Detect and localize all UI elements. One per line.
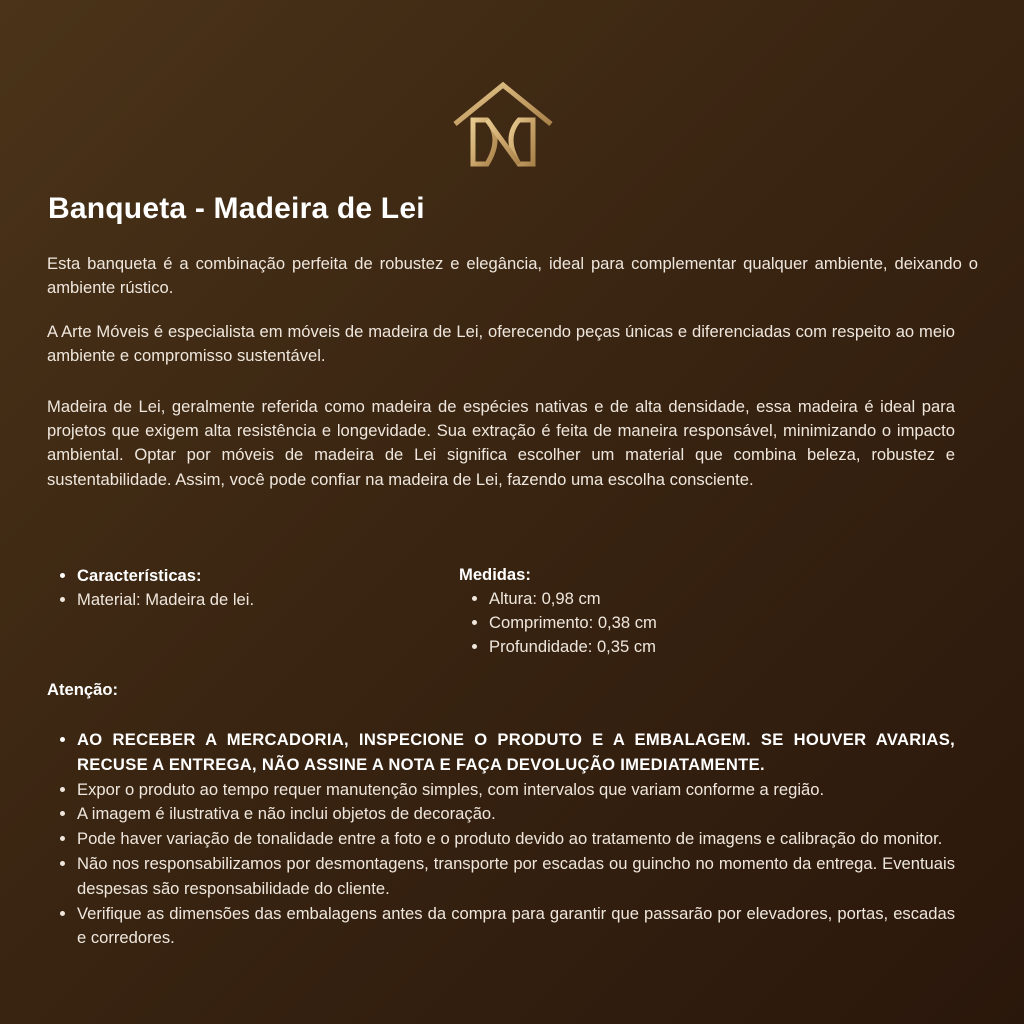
medidas-list	[459, 587, 859, 659]
atencao-section	[47, 728, 955, 951]
atencao-heading: Atenção:	[47, 680, 118, 699]
medidas-heading: Medidas:	[459, 565, 531, 584]
list-item: • A imagem é ilustrativa e não inclui objetos de decoração.	[77, 802, 955, 827]
list-item: • Comprimento: 0,38 cm	[489, 611, 859, 635]
caracteristicas-heading: • Características:	[77, 564, 427, 588]
list-item: • Profundidade: 0,35 cm	[489, 635, 859, 659]
list-item: • Verifique as dimensões das embalagens antes da compra para garantir que passarão por elevadores, portas, escadas e corredores.	[77, 902, 955, 952]
intro-paragraph: Esta banqueta é a combinação perfeita de robustez e elegância, ideal para complementar qualquer ambiente, deixando o ambiente rústico.	[47, 254, 978, 298]
company-paragraph: A Arte Móveis é especialista em móveis de madeira de Lei, oferecendo peças únicas e diferenciadas com respeito ao meio ambiente e compromisso sustentável.	[47, 322, 955, 366]
medidas-section	[459, 563, 859, 659]
warning-item: • AO RECEBER A MERCADORIA, INSPECIONE O PRODUTO E A EMBALAGEM. SE HOUVER AVARIAS, RECUSE A ENTREGA, NÃO ASSINE A NOTA E FAÇA DEVOLUÇÃO IMEDIATAMENTE.	[77, 728, 955, 778]
list-item: • Altura: 0,98 cm	[489, 587, 859, 611]
list-item: • Não nos responsabilizamos por desmontagens, transporte por escadas ou guincho no momento da entrega. Eventuais despesas são responsabilidade do cliente.	[77, 852, 955, 902]
list-item: • Expor o produto ao tempo requer manutenção simples, com intervalos que variam conforme a região.	[77, 778, 955, 803]
caracteristicas-section	[47, 564, 427, 612]
caracteristicas-list	[47, 564, 427, 612]
house-logo-icon	[451, 80, 555, 170]
page-title: Banqueta - Madeira de Lei	[48, 192, 425, 225]
atencao-list	[47, 728, 955, 951]
list-item: • Material: Madeira de lei.	[77, 588, 427, 612]
list-item: • Pode haver variação de tonalidade entre a foto e o produto devido ao tratamento de imagens e calibração do monitor.	[77, 827, 955, 852]
wood-paragraph: Madeira de Lei, geralmente referida como madeira de espécies nativas e de alta densidade, essa madeira é ideal para projetos que exigem alta resistência e longevidade. Sua extração é feita de maneira responsável, minimizando o impacto ambiental. Optar por móveis de madeira de Lei significa escolher um material que combina beleza, robustez e sustentabilidade. Assim, você pode confiar na madeira de Lei, fazendo uma escolha consciente.	[47, 397, 955, 489]
